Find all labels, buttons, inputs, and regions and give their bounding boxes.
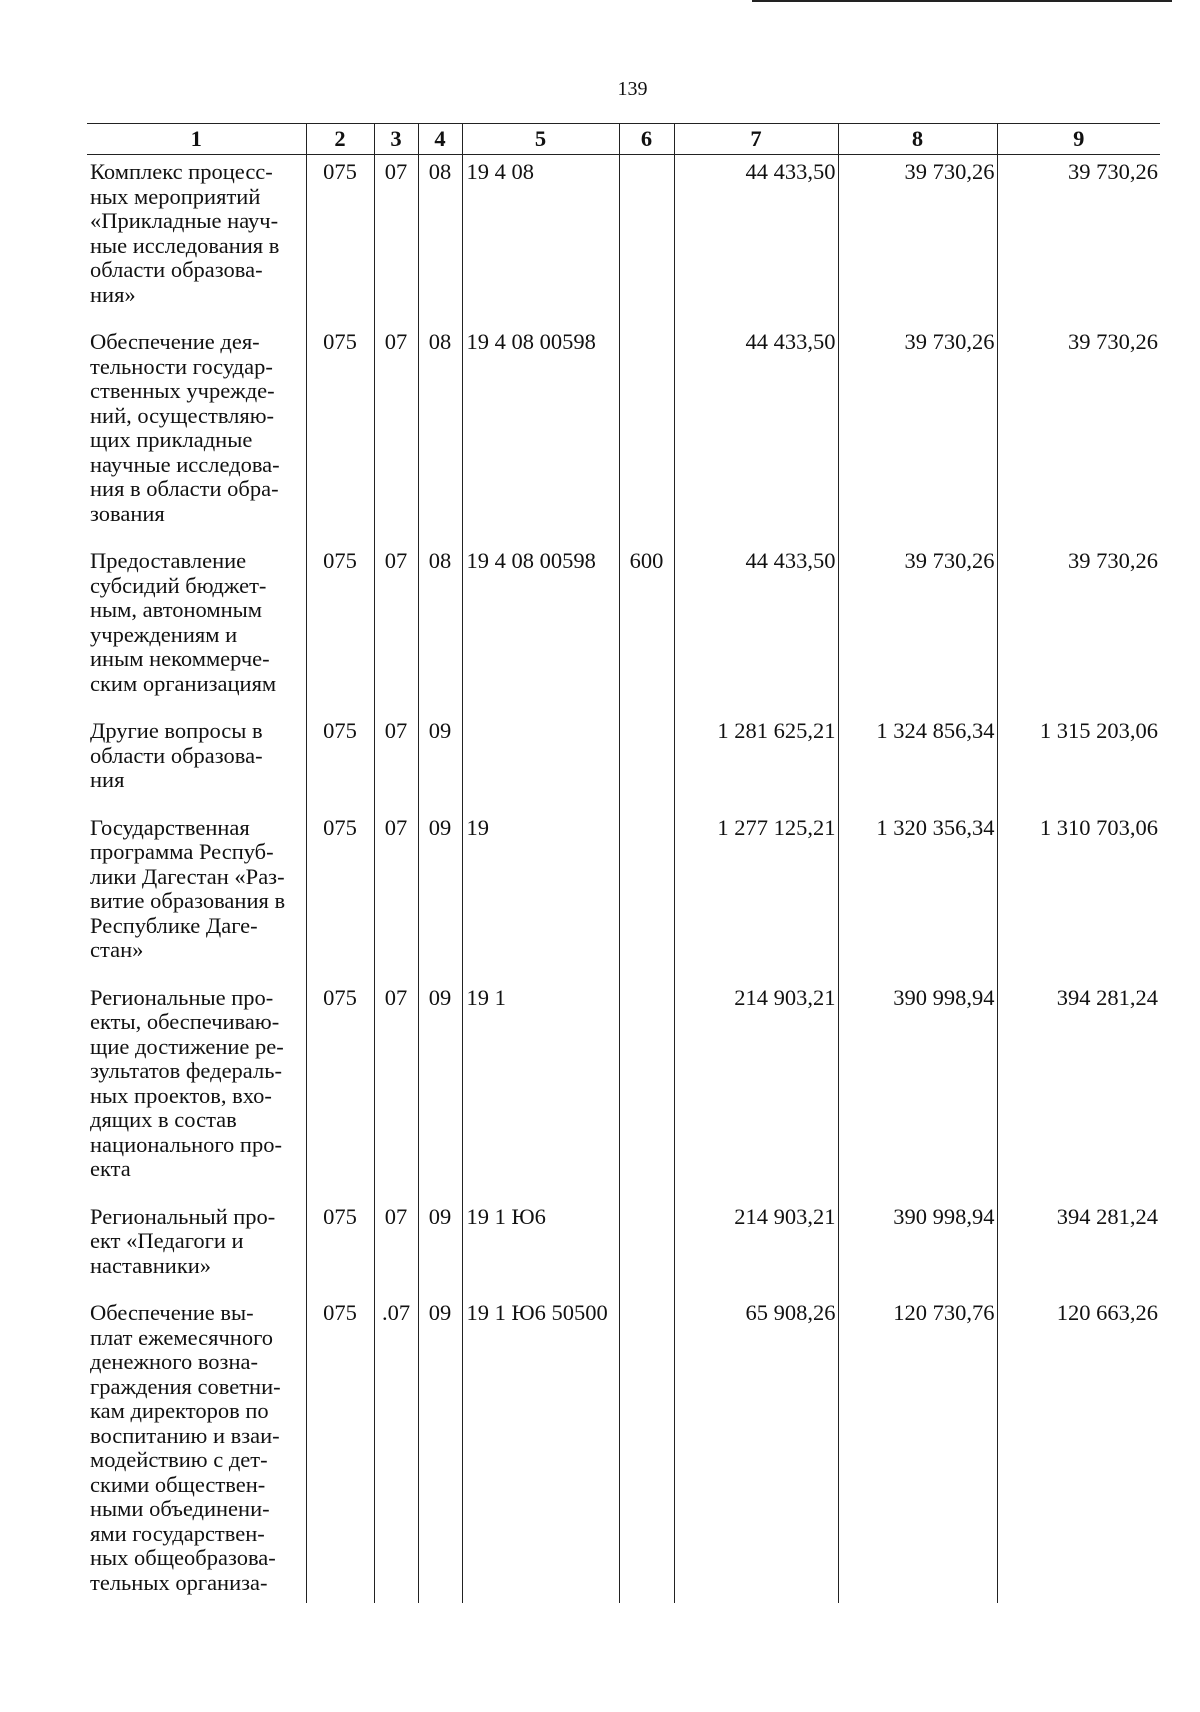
table-row [87,325,1160,544]
cell-expense-type: 600 [619,544,674,714]
row-name: Государственная программа Респуб- лики Дагестан «Раз- витие образования в Республике Даге- стан» [90,814,286,962]
table-row [87,155,1160,326]
cell-ministry-code: 075 [306,714,374,811]
table-row [87,1296,1160,1603]
row-name: Предоставление субсидий бюджет- ным, автономным учреждениям и иным некоммерче- ским организациям [90,548,277,696]
cell-section: 07 [374,325,418,544]
table-row [87,811,1160,981]
cell-amount-8: 1 320 356,34 [838,811,997,981]
table-row [87,981,1160,1200]
cell-amount-8: 39 730,26 [838,155,997,326]
page-number: 139 [617,78,648,100]
cell-subsection: 08 [418,544,462,714]
cell-section: 07 [374,1200,418,1297]
col-header-7: 7 [674,124,838,155]
cell-section: 07 [374,544,418,714]
cell-ministry-code: 075 [306,155,374,326]
budget-table [87,123,1160,1603]
cell-amount-8: 39 730,26 [838,325,997,544]
cell-section: 07 [374,155,418,326]
cell-amount-8: 390 998,94 [838,981,997,1200]
table-row [87,544,1160,714]
cell-amount-7: 214 903,21 [674,981,838,1200]
row-name: Комплекс процесс- ных мероприятий «Прикладные науч- ные исследования в области образова- ния» [90,159,280,307]
cell-amount-7: 214 903,21 [674,1200,838,1297]
cell-amount-9: 120 663,26 [997,1296,1160,1603]
cell-expense-type [619,155,674,326]
col-header-2: 2 [306,124,374,155]
cell-subsection: 09 [418,981,462,1200]
row-name: Другие вопросы в области образова- ния [90,718,263,792]
cell-subsection: 08 [418,155,462,326]
cell-expense-type [619,811,674,981]
cell-subsection: 09 [418,811,462,981]
cell-target-code: 19 1 Ю6 [462,1200,619,1297]
table-row [87,1200,1160,1297]
cell-target-code: 19 4 08 00598 [462,544,619,714]
cell-ministry-code: 075 [306,544,374,714]
cell-section: .07 [374,1296,418,1603]
cell-subsection: 08 [418,325,462,544]
scan-border-line [752,0,1172,2]
cell-amount-9: 394 281,24 [997,1200,1160,1297]
cell-expense-type [619,1296,674,1603]
cell-amount-7: 1 277 125,21 [674,811,838,981]
col-header-8: 8 [838,124,997,155]
cell-amount-7: 65 908,26 [674,1296,838,1603]
cell-section: 07 [374,714,418,811]
cell-amount-9: 394 281,24 [997,981,1160,1200]
row-name: Обеспечение вы- плат ежемесячного денежного возна- граждения советни- кам директоров по воспитанию и взаи- модействию с дет- скими обществен- ными объединени- ями государствен- ных общеобразова- тельных организа- [90,1300,281,1595]
cell-subsection: 09 [418,1200,462,1297]
row-name: Региональные про- екты, обеспечиваю- щие достижение ре- зультатов федераль- ных проектов, вхо- дящих в состав национального про- екта [90,984,284,1181]
cell-amount-8: 39 730,26 [838,544,997,714]
cell-ministry-code: 075 [306,1200,374,1297]
col-header-6: 6 [619,124,674,155]
cell-target-code: 19 4 08 00598 [462,325,619,544]
cell-amount-9: 39 730,26 [997,544,1160,714]
cell-subsection: 09 [418,1296,462,1603]
col-header-1: 1 [87,124,306,155]
row-name: Обеспечение дея- тельности государ- ственных учрежде- ний, осуществляю- щих прикладные научные исследова- ния в области обра- зования [90,329,280,526]
cell-expense-type [619,325,674,544]
cell-amount-7: 44 433,50 [674,155,838,326]
cell-target-code: 19 4 08 [462,155,619,326]
col-header-9: 9 [997,124,1160,155]
cell-expense-type [619,714,674,811]
cell-subsection: 09 [418,714,462,811]
cell-amount-8: 1 324 856,34 [838,714,997,811]
cell-amount-9: 1 310 703,06 [997,811,1160,981]
cell-amount-7: 1 281 625,21 [674,714,838,811]
row-name: Региональный про- ект «Педагоги и наставники» [90,1203,276,1278]
col-header-4: 4 [418,124,462,155]
cell-target-code: 19 1 [462,981,619,1200]
cell-amount-7: 44 433,50 [674,544,838,714]
cell-amount-9: 1 315 203,06 [997,714,1160,811]
cell-section: 07 [374,981,418,1200]
cell-ministry-code: 075 [306,325,374,544]
cell-ministry-code: 075 [306,1296,374,1603]
cell-target-code [462,714,619,811]
cell-amount-8: 390 998,94 [838,1200,997,1297]
cell-expense-type [619,1200,674,1297]
cell-section: 07 [374,811,418,981]
header-row [87,124,1160,155]
cell-target-code: 19 1 Ю6 50500 [462,1296,619,1603]
table-row [87,714,1160,811]
cell-amount-9: 39 730,26 [997,155,1160,326]
cell-amount-8: 120 730,76 [838,1296,997,1603]
cell-expense-type [619,981,674,1200]
cell-ministry-code: 075 [306,811,374,981]
cell-amount-9: 39 730,26 [997,325,1160,544]
cell-target-code: 19 [462,811,619,981]
col-header-5: 5 [462,124,619,155]
col-header-3: 3 [374,124,418,155]
cell-amount-7: 44 433,50 [674,325,838,544]
cell-ministry-code: 075 [306,981,374,1200]
